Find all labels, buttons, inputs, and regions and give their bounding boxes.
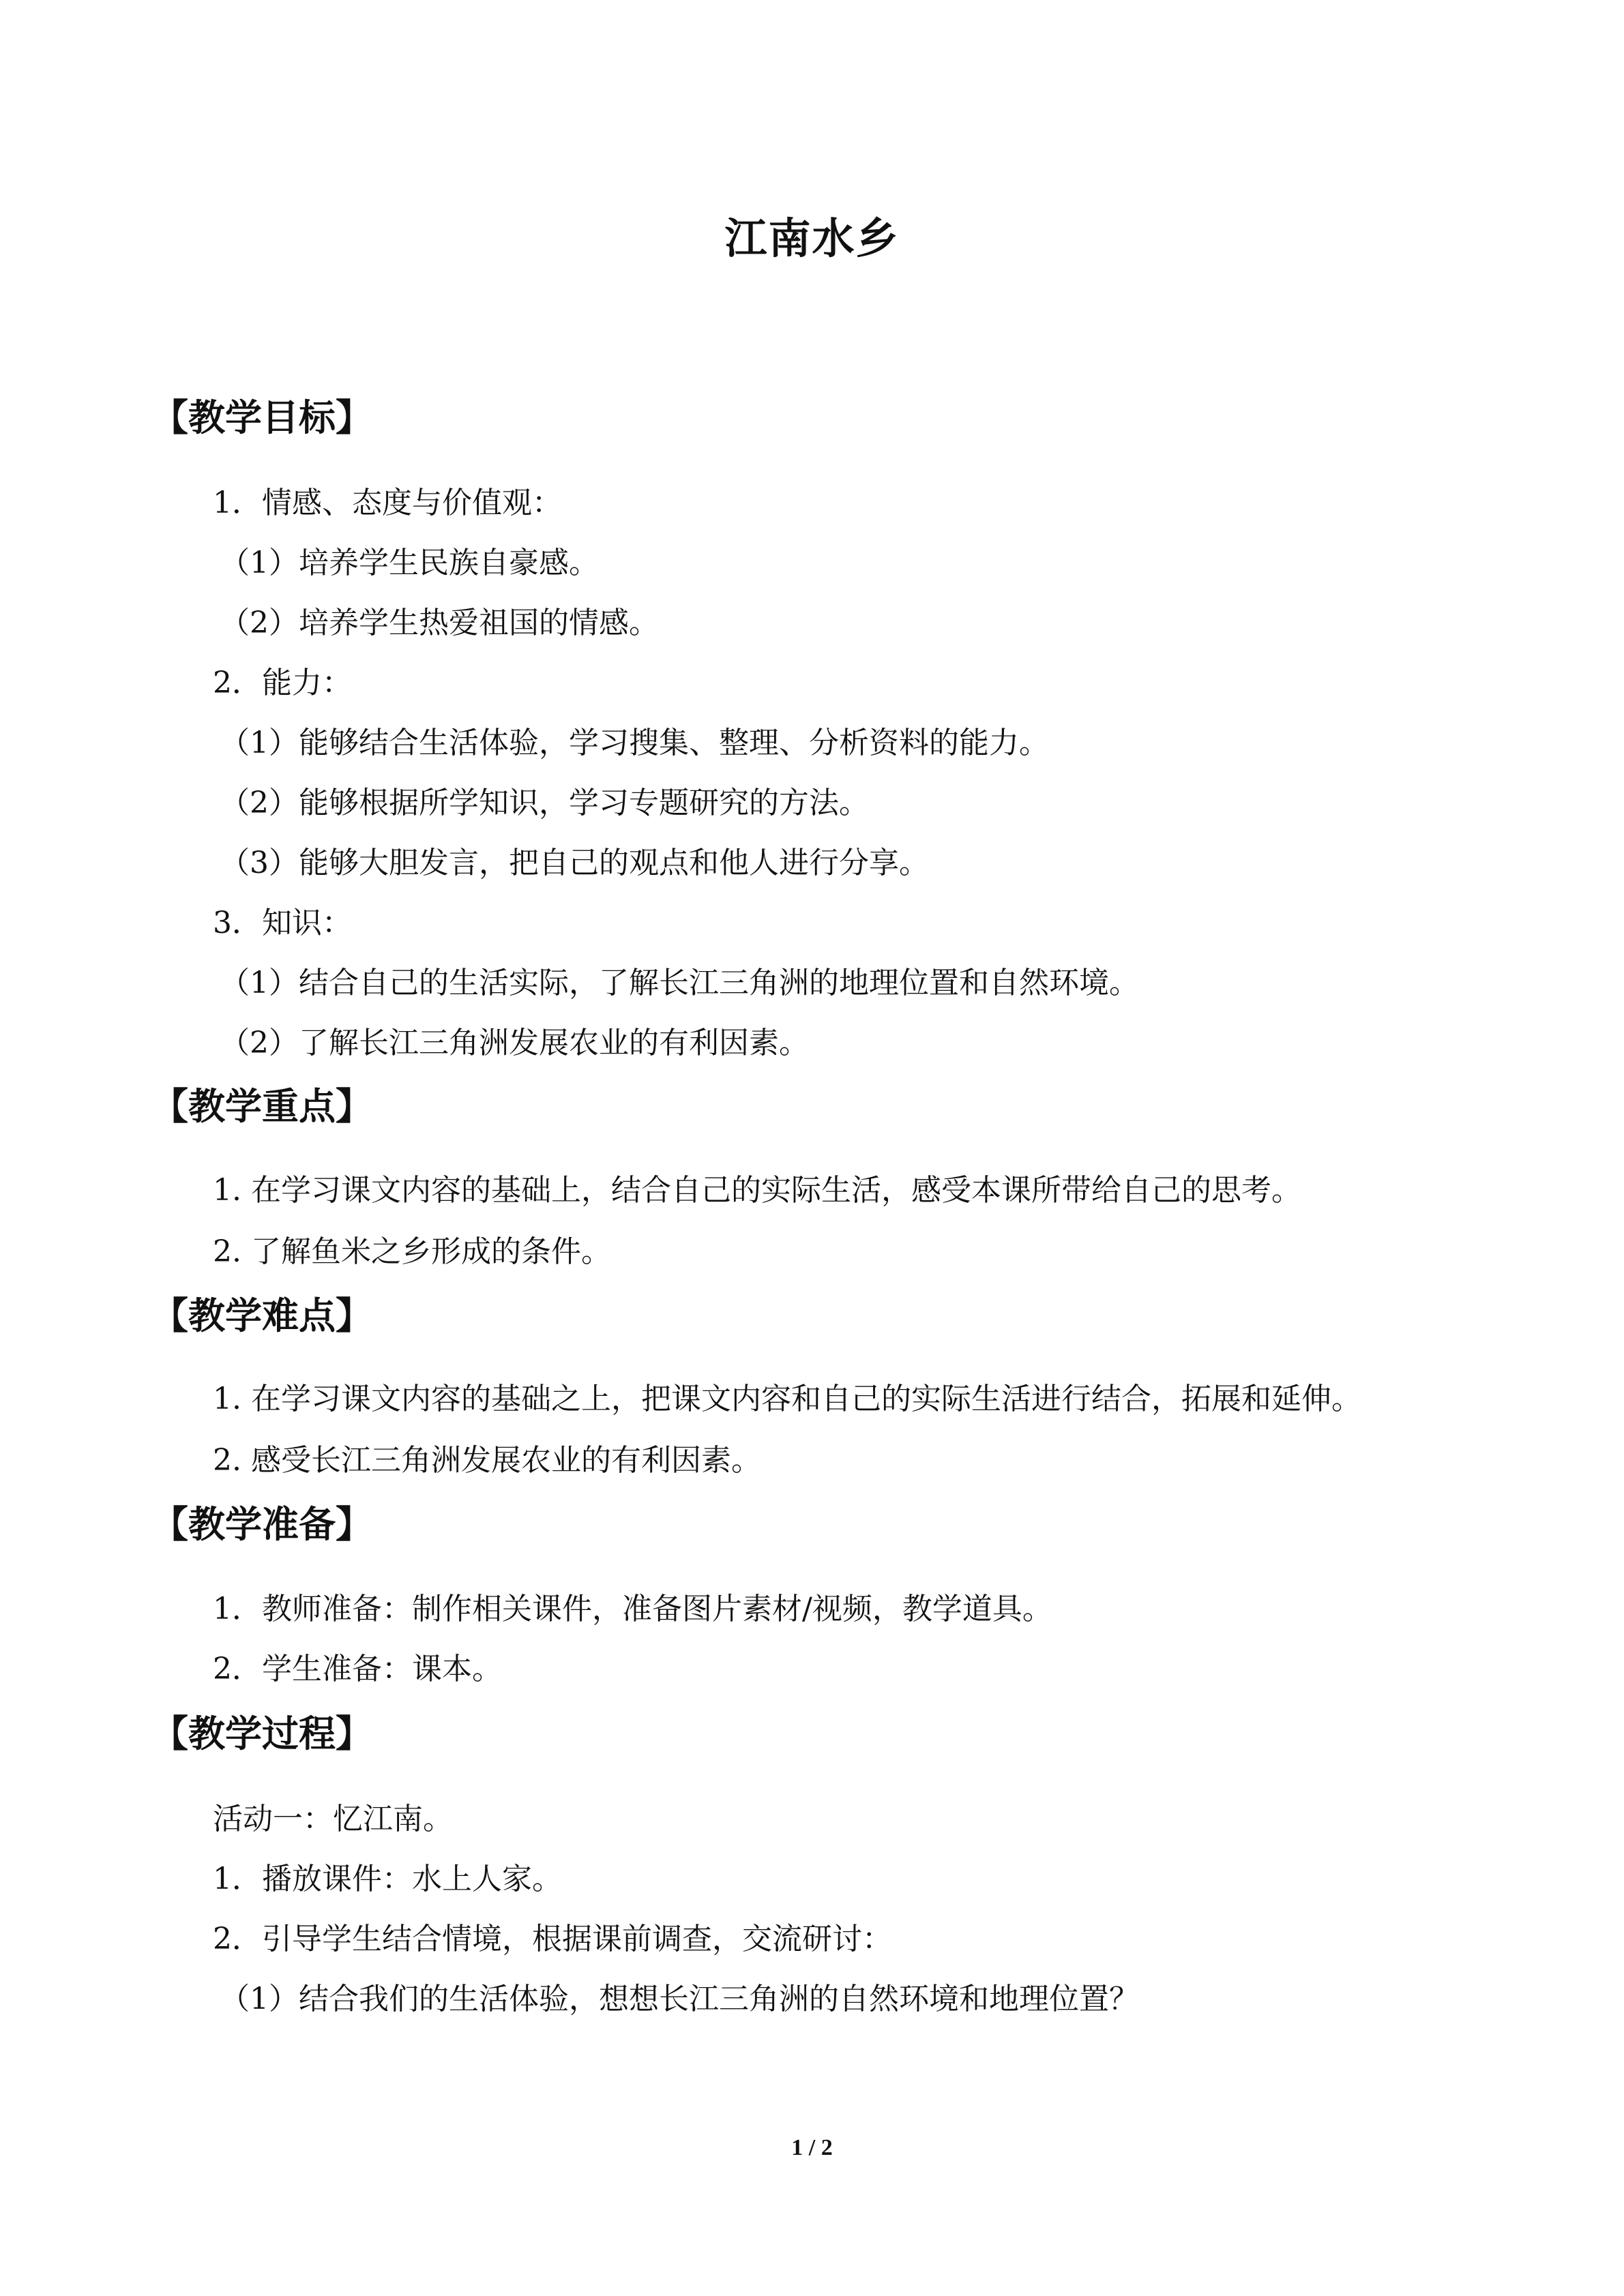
process-line: 1．播放课件：水上人家。 xyxy=(213,1862,562,1896)
section-heading-objectives: 【教学目标】 xyxy=(151,396,372,439)
difficulties-line: 1. 在学习课文内容的基础之上，把课文内容和自己的实际生活进行结合，拓展和延伸。 xyxy=(213,1382,1361,1416)
page-number: 1 / 2 xyxy=(791,2135,833,2160)
objectives-line: （3）能够大胆发言，把自己的观点和他人进行分享。 xyxy=(220,846,929,880)
objectives-line: （1）结合自己的生活实际，了解长江三角洲的地理位置和自然环境。 xyxy=(220,966,1139,1000)
section-heading-key-points: 【教学重点】 xyxy=(151,1085,372,1128)
objectives-line: 1．情感、态度与价值观： xyxy=(213,486,562,520)
objectives-line: （2）了解长江三角洲发展农业的有利因素。 xyxy=(220,1026,809,1060)
page-title: 江南水乡 xyxy=(724,213,900,263)
key-points-line: 2. 了解鱼米之乡形成的条件。 xyxy=(213,1234,611,1269)
process-line: 2．引导学生结合情境，根据课前调查，交流研讨： xyxy=(213,1922,892,1956)
section-heading-preparation: 【教学准备】 xyxy=(151,1503,372,1546)
difficulties-line: 2. 感受长江三角洲发展农业的有利因素。 xyxy=(213,1443,761,1478)
objectives-line: （1）能够结合生活体验，学习搜集、整理、分析资料的能力。 xyxy=(220,726,1049,760)
key-points-line: 1. 在学习课文内容的基础上，结合自己的实际生活，感受本课所带给自己的思考。 xyxy=(213,1173,1301,1208)
preparation-line: 2．学生准备：课本。 xyxy=(213,1652,502,1686)
objectives-line: （2）培养学生热爱祖国的情感。 xyxy=(220,606,659,640)
process-line: （1）结合我们的生活体验，想想长江三角洲的自然环境和地理位置？ xyxy=(220,1982,1139,2016)
process-line: 活动一：忆江南。 xyxy=(213,1802,453,1836)
objectives-line: 3．知识： xyxy=(213,906,352,940)
objectives-line: （2）能够根据所学知识，学习专题研究的方法。 xyxy=(220,786,869,820)
preparation-line: 1．教师准备：制作相关课件，准备图片素材/视频，教学道具。 xyxy=(213,1592,1052,1626)
section-heading-difficulties: 【教学难点】 xyxy=(151,1294,372,1337)
objectives-line: （1）培养学生民族自豪感。 xyxy=(220,546,599,580)
objectives-line: 2．能力： xyxy=(213,666,352,700)
section-heading-process: 【教学过程】 xyxy=(151,1712,372,1755)
